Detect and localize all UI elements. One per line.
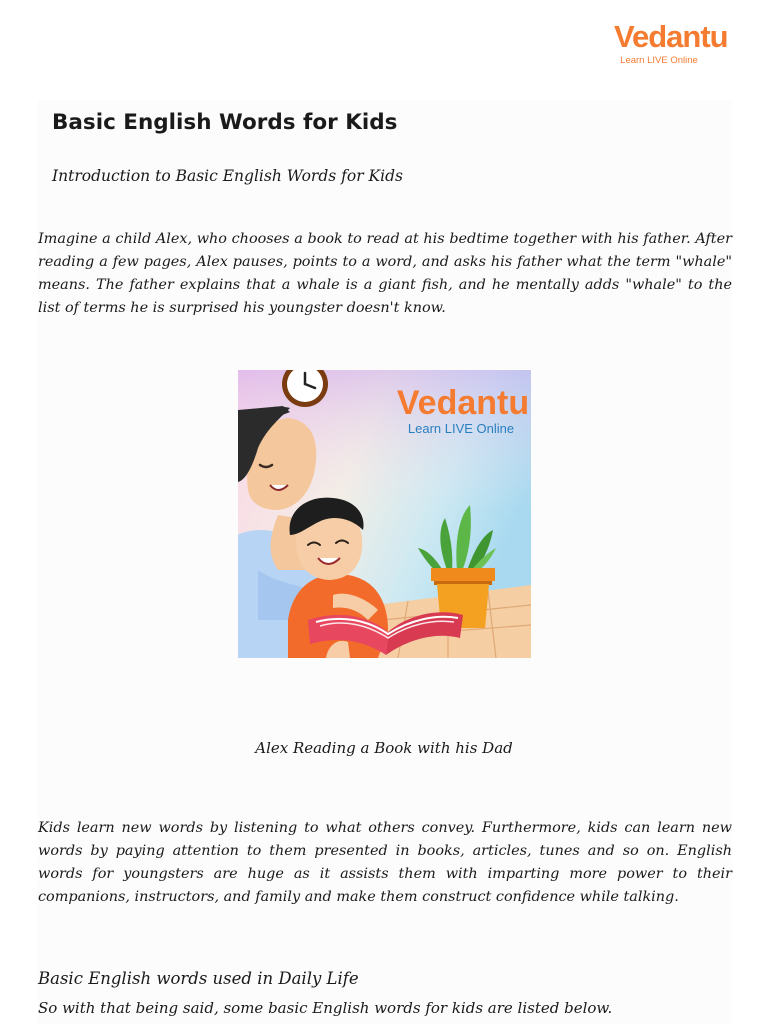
figure-logo-word: Vedantu (396, 384, 530, 422)
partial-text-line: So with that being said, some basic English words for kids are listed below. (38, 999, 613, 1017)
illustration-svg (238, 370, 531, 658)
figure-logo-tagline: Learn LIVE Online (407, 421, 515, 436)
section-heading-daily-life: Basic English words used in Daily Life (38, 969, 359, 988)
intro-heading: Introduction to Basic English Words for Kids (52, 167, 403, 185)
logo-tagline: Learn LIVE Online (620, 55, 698, 66)
vedantu-logo[interactable] (614, 19, 728, 72)
intro-paragraph: Imagine a child Alex, who chooses a book to read at his bedtime together with his father. After reading a few pages, Alex pauses, points to a word, and asks his father what the term "whale" means. The father explains that a whale is a giant fish, and he mentally adds "whale" to the list of terms he is surprised his youngster doesn't know. (38, 231, 732, 316)
page-title: Basic English Words for Kids (52, 110, 398, 135)
figure-caption: Alex Reading a Book with his Dad (255, 739, 513, 757)
illustration-father-son-reading (238, 370, 531, 658)
logo-wordmark: Vedantu (614, 19, 728, 54)
learning-paragraph: Kids learn new words by listening to what others convey. Furthermore, kids can learn new words by paying attention to them presented in books, articles, tunes and so on. English words for youngsters are huge as it assists them with imparting more power to their companions, instructors, and family and make them construct confidence while talking. (38, 820, 732, 905)
